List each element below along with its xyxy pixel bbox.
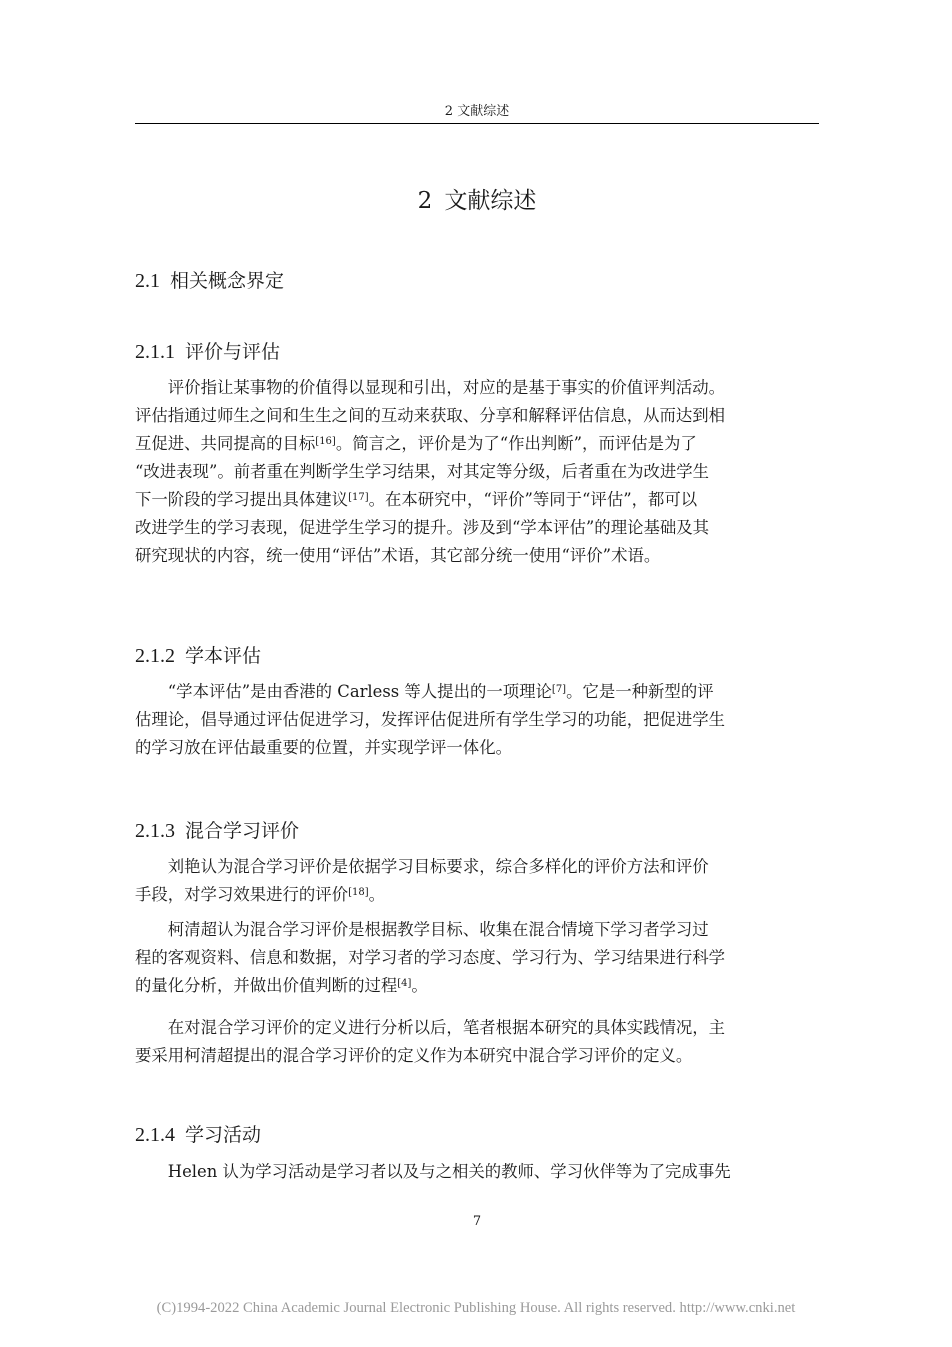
text-line	[135, 734, 819, 762]
text-run: 。	[368, 885, 385, 904]
text-run: Helen 认为学习活动是学习者以及与之相关的教师、学习伙伴等为了完成事先	[167, 1162, 731, 1181]
text-run: 估理论，倡导通过评估促进学习，发挥评估促进所有学生学习的功能，把促进学生	[135, 710, 726, 729]
text-run: 研究现状的内容，统一使用“评估”术语，其它部分统一使用“评价”术语。	[135, 546, 661, 565]
citation-ref[interactable]: [16]	[315, 436, 336, 447]
section-heading-2-1-2	[135, 643, 261, 669]
text-line	[135, 402, 819, 430]
running-head: 2 文献综述	[444, 104, 510, 119]
text-line	[135, 853, 819, 881]
section-heading-2-1-4	[135, 1122, 261, 1148]
paragraph	[135, 1014, 819, 1070]
text-line	[135, 430, 819, 458]
section-title: 评价与评估	[185, 341, 281, 363]
text-run: 刘艳认为混合学习评价是依据学习目标要求，综合多样化的评价方法和评价	[167, 857, 709, 876]
text-line	[135, 486, 819, 514]
section-title: 学习活动	[185, 1124, 262, 1146]
text-run: “学本评估”是由香港的 Carless 等人提出的一项理论	[167, 682, 552, 701]
citation-ref[interactable]: [4]	[397, 978, 412, 989]
citation-ref[interactable]: [17]	[348, 492, 369, 503]
text-run: 要采用柯清超提出的混合学习评价的定义作为本研究中混合学习评价的定义。	[135, 1046, 693, 1065]
chapter-title-text: 文献综述	[444, 188, 537, 214]
text-run: 的量化分析，并做出价值判断的过程	[135, 976, 398, 995]
section-heading-2-1-1	[135, 339, 280, 365]
text-run: 柯清超认为混合学习评价是根据教学目标、收集在混合情境下学习者学习过	[167, 920, 709, 939]
section-number: 2.1.1	[135, 341, 175, 363]
text-run: 手段，对学习效果进行的评价	[135, 885, 349, 904]
chapter-title	[135, 186, 819, 216]
text-line	[135, 1042, 819, 1070]
section-number: 2.1.2	[135, 645, 175, 667]
text-line	[135, 916, 819, 944]
text-run: 互促进、共同提高的目标	[135, 434, 316, 453]
text-run: 评估指通过师生之间和生生之间的互动来获取、分享和解释评估信息，从而达到相	[135, 406, 726, 425]
text-run: 。简言之，评价是为了“作出判断”，而评估是为了	[335, 434, 697, 453]
text-run: 程的客观资料、信息和数据，对学习者的学习态度、学习行为、学习结果进行科学	[135, 948, 726, 967]
section-number: 2.1.4	[135, 1124, 175, 1146]
text-line	[135, 374, 819, 402]
section-title: 混合学习评价	[185, 820, 300, 842]
text-line	[135, 944, 819, 972]
citation-ref[interactable]: [7]	[551, 684, 567, 695]
chapter-number: 2	[417, 188, 433, 214]
text-line	[135, 542, 819, 570]
section-number: 2.1.3	[135, 820, 175, 842]
text-line	[135, 1014, 819, 1042]
text-line	[135, 678, 819, 706]
header-rule	[135, 123, 819, 124]
citation-ref[interactable]: [18]	[348, 887, 369, 898]
section-number: 2.1	[135, 270, 160, 292]
text-run: “改进表现”。前者重在判断学生学习结果，对其定等分级，后者重在为改进学生	[135, 462, 710, 481]
page-number: 7	[472, 1214, 482, 1229]
text-line	[135, 972, 819, 1000]
text-line	[135, 458, 819, 486]
text-line	[135, 881, 819, 909]
text-run: 下一阶段的学习提出具体建议	[135, 490, 349, 509]
paragraph	[135, 1158, 819, 1186]
copyright-footer: (C)1994-2022 China Academic Journal Electronic Publishing House. All rights reserved. http://www.cnki.net	[156, 1300, 796, 1316]
text-run: 。	[411, 976, 428, 995]
text-run: 改进学生的学习表现，促进学生学习的提升。涉及到“学本评估”的理论基础及其	[135, 518, 710, 537]
paragraph	[135, 916, 819, 1000]
paragraph	[135, 853, 819, 909]
section-heading-2-1	[135, 268, 284, 294]
text-run: 在对混合学习评价的定义进行分析以后，笔者根据本研究的具体实践情况，主	[167, 1018, 726, 1037]
text-run: 评价指让某事物的价值得以显现和引出，对应的是基于事实的价值评判活动。	[167, 378, 726, 397]
section-heading-2-1-3	[135, 818, 299, 844]
text-run: 。在本研究中，“评价”等同于“评估”，都可以	[368, 490, 698, 509]
text-run: 的学习放在评估最重要的位置，并实现学评一体化。	[135, 738, 512, 757]
text-line	[135, 514, 819, 542]
paragraph	[135, 374, 819, 570]
text-line	[135, 706, 819, 734]
text-line	[135, 1158, 819, 1186]
paragraph	[135, 678, 819, 762]
text-run: 。它是一种新型的评	[566, 682, 714, 701]
section-title: 学本评估	[185, 645, 262, 667]
section-title: 相关概念界定	[170, 270, 285, 292]
